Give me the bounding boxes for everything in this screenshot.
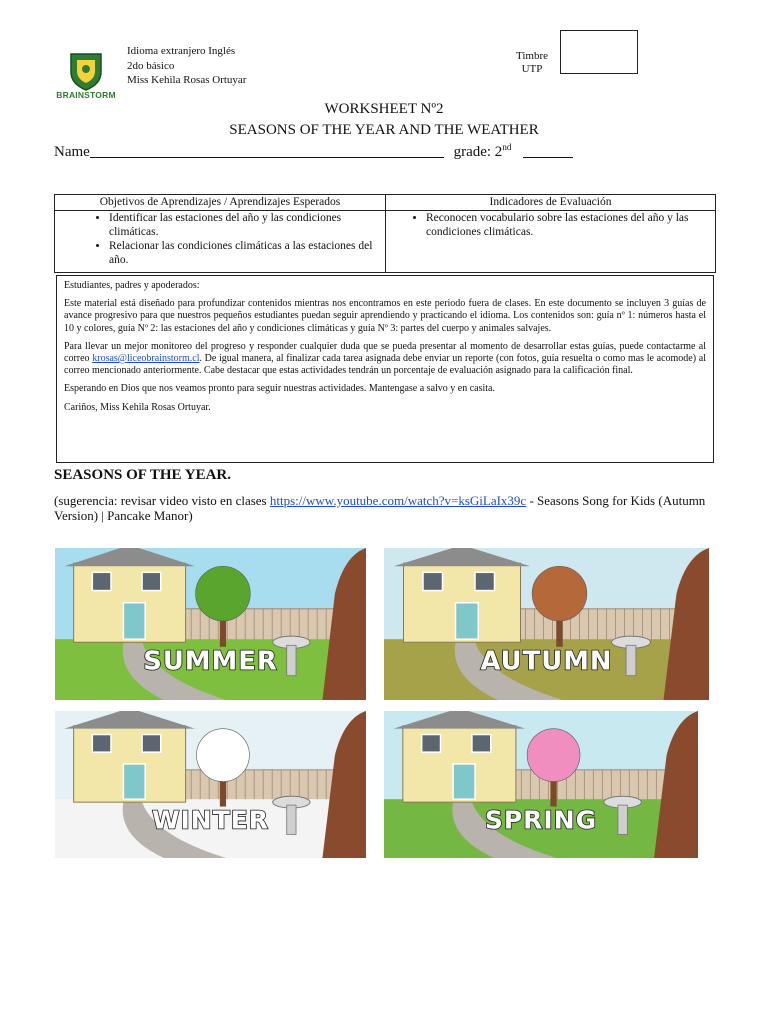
indicator-item: • Reconocen vocabulario sobre las estaciones del año y las condiciones climáticas. (426, 212, 711, 239)
timbre-label: Timbre UTP (516, 50, 548, 75)
email-link[interactable]: krosas@liceobrainstorm.cl (92, 353, 200, 365)
window (92, 735, 111, 753)
worksheet-subtitle: SEASONS OF THE YEAR AND THE WEATHER (229, 122, 539, 138)
objective-item: • Identificar las estaciones del año y las condiciones climáticas. (109, 212, 381, 239)
tree-foliage (196, 566, 251, 621)
video-link[interactable]: https://www.youtube.com/watch?v=ksGiLaIx39c (269, 493, 527, 508)
objective-item: • Relacionar las condiciones climáticas a las estaciones del año. (109, 240, 381, 267)
objectives-table (54, 194, 716, 273)
door (123, 603, 145, 639)
autumn-scene (384, 548, 709, 700)
name-label: Name (54, 144, 90, 160)
window (92, 572, 111, 590)
timbre-box (560, 30, 638, 74)
message-paragraph-3: Esperando en Dios que nos veamos pronto para seguir nuestras actividades. Mantengase a salvo y en casita. (64, 383, 495, 395)
window (472, 735, 491, 753)
window (142, 572, 161, 590)
level-line: 2do básico (127, 59, 175, 72)
name-input-line[interactable] (90, 143, 444, 158)
worksheet-title: WORKSHEET Nº2 (324, 101, 444, 117)
winter-scene (55, 711, 366, 858)
summer-scene (55, 548, 366, 700)
message-paragraph-1: Este material está diseñado para profundizar contenidos mientras nos encontramos en este periodo fuera de clases. En este documento se incluyen 3 guías de avance progresivo para que nuestros pequeños estudiantes puedan seguir aprendiendo y practicando el idioma. Los contenidos son: guía nº 1: números hasta el 10 y colores, guía Nº 2: las estaciones del año y condiciones climáticas y guía Nº 3: partes del cuerpo y animales salvajes. (64, 298, 706, 334)
door (453, 764, 475, 799)
door (123, 764, 145, 799)
indicators-cell (386, 211, 716, 273)
objectives-header: Objetivos de Aprendizajes / Aprendizajes Esperados (55, 195, 386, 211)
window (475, 572, 495, 590)
season-label: WINTER (151, 805, 270, 835)
objectives-cell (55, 211, 386, 273)
tree-foliage (532, 566, 587, 621)
season-label: AUTUMN (480, 646, 613, 677)
school-logo (55, 52, 117, 102)
season-label: SPRING (484, 805, 598, 835)
window (142, 735, 161, 753)
subject-line: Idioma extranjero Inglés (127, 45, 236, 57)
window (423, 572, 443, 590)
door (456, 603, 479, 639)
tree-foliage (527, 729, 580, 782)
section-title: SEASONS OF THE YEAR. (54, 467, 231, 483)
grade-input-line[interactable] (523, 143, 573, 158)
grade-label: grade: 2nd (453, 142, 512, 160)
message-box (56, 275, 714, 463)
window (422, 735, 441, 753)
message-greeting: Estudiantes, padres y apoderados: (64, 280, 200, 291)
logo-text: BRAINSTORM (56, 90, 116, 100)
header-info (127, 44, 246, 88)
teacher-line: Miss Kehila Rosas Ortuyar (127, 74, 247, 86)
indicators-header: Indicadores de Evaluación (386, 195, 716, 211)
message-paragraph-2: Para llevar un mejor monitoreo del progreso y responder cualquier duda que se pueda presentar al momento de desarrollar estas guías, puede contactarme al correo krosas@liceobrainstorm.cl. De igual manera, al finalizar cada tarea asignada debe enviar un reporte (con fotos, guía resuelta o como mas le acomode) al correo mencionado anteriormente. Cabe destacar que estas actividades tendrán un porcentaje de evaluación asignado para la calificación final. (64, 340, 706, 377)
name-row (54, 142, 573, 161)
season-label: SUMMER (143, 646, 278, 677)
message-signature: Cariños, Miss Kehila Rosas Ortuyar. (64, 401, 211, 413)
spring-scene (384, 711, 698, 858)
video-suggestion: (sugerencia: revisar video visto en clases https://www.youtube.com/watch?v=ksGiLaIx39c - Seasons Song for Kids (Autumn Version) | Pancake Manor) (54, 493, 706, 523)
tree-foliage (196, 729, 249, 782)
